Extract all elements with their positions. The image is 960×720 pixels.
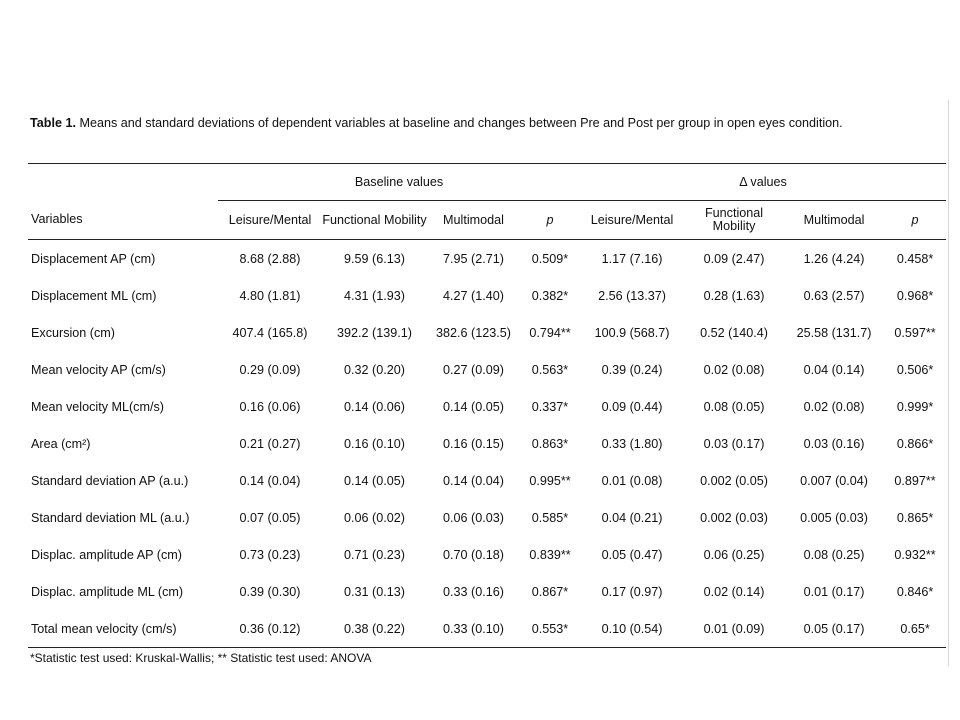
p-value-cell: 0.932** — [894, 547, 936, 562]
variable-name-cell: Displacement AP (cm) — [31, 251, 156, 266]
column-header-delta-leisure-mental: Leisure/Mental — [580, 201, 684, 240]
value-cell: 0.29 (0.09) — [239, 362, 301, 377]
value-cell: 0.39 (0.30) — [239, 584, 301, 599]
results-table — [28, 163, 946, 648]
variable-name-cell: Total mean velocity (cm/s) — [28, 610, 218, 648]
table-row — [28, 536, 946, 573]
table-row — [28, 277, 946, 314]
value-cell: 0.70 (0.18) — [443, 547, 504, 562]
value-cell: 0.01 (0.17) — [803, 584, 865, 599]
table-row — [28, 610, 946, 648]
value-cell: 0.14 (0.06) — [344, 399, 405, 414]
value-cell: 0.33 (0.16) — [443, 584, 504, 599]
value-cell: 0.06 (0.25) — [703, 547, 765, 562]
column-header-baseline-multimodal: Multimodal — [427, 201, 520, 240]
variable-name-cell: Area (cm²) — [31, 436, 91, 451]
group-header-delta: Δ values — [580, 164, 946, 201]
value-cell: 0.36 (0.12) — [218, 610, 322, 648]
value-cell: 382.6 (123.5) — [436, 325, 511, 340]
value-cell: 0.02 (0.14) — [703, 584, 765, 599]
value-cell: 0.05 (0.17) — [784, 610, 884, 648]
variable-name-cell: Mean velocity ML(cm/s) — [31, 399, 164, 414]
column-header-baseline-functional-mobility: Functional Mobility — [322, 201, 427, 240]
p-value-cell: 0.382* — [531, 288, 569, 303]
p-value-cell: 0.968* — [896, 288, 934, 303]
value-cell: 0.38 (0.22) — [322, 610, 427, 648]
variable-name-cell: Displac. amplitude ML (cm) — [31, 584, 184, 599]
table-row — [28, 573, 946, 610]
p-value-cell: 0.846* — [896, 584, 934, 599]
value-cell: 0.14 (0.05) — [344, 473, 405, 488]
value-cell: 0.73 (0.23) — [239, 547, 301, 562]
p-value-cell: 0.794** — [529, 325, 571, 340]
value-cell: 0.01 (0.08) — [601, 473, 663, 488]
p-value-cell: 0.337* — [531, 399, 569, 414]
variable-name-cell: Mean velocity AP (cm/s) — [31, 362, 166, 377]
value-cell: 1.17 (7.16) — [601, 251, 663, 266]
value-cell: 0.39 (0.24) — [601, 362, 663, 377]
value-cell: 0.01 (0.09) — [684, 610, 784, 648]
value-cell: 392.2 (139.1) — [337, 325, 412, 340]
variable-name-cell: Displac. amplitude AP (cm) — [31, 547, 182, 562]
value-cell: 0.002 (0.03) — [700, 510, 768, 525]
value-cell: 0.04 (0.14) — [803, 362, 865, 377]
p-value-cell: 0.506* — [896, 362, 934, 377]
table-row — [28, 351, 946, 388]
p-value-cell: 0.865* — [896, 510, 934, 525]
value-cell: 0.10 (0.54) — [580, 610, 684, 648]
value-cell: 4.27 (1.40) — [443, 288, 504, 303]
value-cell: 0.16 (0.06) — [239, 399, 301, 414]
value-cell: 0.28 (1.63) — [703, 288, 765, 303]
column-header-delta-multimodal: Multimodal — [784, 201, 884, 240]
value-cell: 7.95 (2.71) — [443, 251, 504, 266]
column-header-baseline-p: p — [520, 201, 580, 240]
variable-name-cell: Excursion (cm) — [31, 325, 115, 340]
value-cell: 0.02 (0.08) — [803, 399, 865, 414]
table-row — [28, 388, 946, 425]
value-cell: 4.31 (1.93) — [344, 288, 405, 303]
value-cell: 0.27 (0.09) — [443, 362, 504, 377]
column-header-delta-functional-mobility: Functional Mobility — [684, 201, 784, 240]
value-cell: 0.31 (0.13) — [344, 584, 405, 599]
p-value-cell: 0.999* — [896, 399, 934, 414]
table-row — [28, 314, 946, 351]
p-value-cell: 0.65* — [884, 610, 946, 648]
slide-right-border — [948, 100, 949, 666]
value-cell: 0.02 (0.08) — [703, 362, 765, 377]
table-caption-text: Means and standard deviations of dependent variables at baseline and changes between Pre and Post per group in open eyes condition. — [75, 116, 843, 130]
table-row — [28, 499, 946, 536]
p-value-cell: 0.995** — [529, 473, 571, 488]
value-cell: 0.05 (0.47) — [601, 547, 663, 562]
p-value-cell: 0.585* — [531, 510, 569, 525]
value-cell: 407.4 (165.8) — [232, 325, 308, 340]
variable-name-cell: Standard deviation AP (a.u.) — [31, 473, 189, 488]
variable-name-cell: Standard deviation ML (a.u.) — [31, 510, 190, 525]
table-footnote: *Statistic test used: Kruskal-Wallis; ** Statistic test used: ANOVA — [30, 651, 372, 665]
value-cell: 0.17 (0.97) — [601, 584, 663, 599]
value-cell: 1.26 (4.24) — [803, 251, 865, 266]
value-cell: 0.14 (0.04) — [239, 473, 301, 488]
table-caption-label: Table 1. — [30, 116, 76, 130]
value-cell: 2.56 (13.37) — [598, 288, 666, 303]
value-cell: 0.08 (0.05) — [703, 399, 765, 414]
p-value-cell: 0.897** — [894, 473, 936, 488]
value-cell: 8.68 (2.88) — [239, 251, 301, 266]
column-header-variables: Variables — [28, 201, 218, 240]
value-cell: 0.08 (0.25) — [803, 547, 865, 562]
group-header-row — [28, 164, 946, 201]
value-cell: 0.007 (0.04) — [800, 473, 868, 488]
table-row — [28, 462, 946, 499]
group-header-empty — [28, 164, 218, 201]
p-value-cell: 0.563* — [531, 362, 569, 377]
value-cell: 0.21 (0.27) — [239, 436, 301, 451]
p-value-cell: 0.863* — [531, 436, 569, 451]
value-cell: 0.16 (0.10) — [344, 436, 405, 451]
value-cell: 100.9 (568.7) — [594, 325, 670, 340]
value-cell: 0.33 (1.80) — [601, 436, 663, 451]
value-cell: 0.005 (0.03) — [800, 510, 868, 525]
table-row — [28, 240, 946, 278]
p-value-cell: 0.866* — [896, 436, 934, 451]
value-cell: 0.16 (0.15) — [443, 436, 504, 451]
value-cell: 4.80 (1.81) — [239, 288, 301, 303]
p-value-cell: 0.553* — [520, 610, 580, 648]
value-cell: 0.06 (0.03) — [443, 510, 504, 525]
value-cell: 0.14 (0.04) — [443, 473, 504, 488]
value-cell: 25.58 (131.7) — [796, 325, 872, 340]
value-cell: 0.002 (0.05) — [700, 473, 768, 488]
column-header-baseline-leisure-mental: Leisure/Mental — [218, 201, 322, 240]
value-cell: 0.09 (2.47) — [703, 251, 765, 266]
value-cell: 0.03 (0.16) — [803, 436, 865, 451]
value-cell: 0.33 (0.10) — [427, 610, 520, 648]
value-cell: 0.14 (0.05) — [443, 399, 504, 414]
table-caption — [30, 113, 920, 134]
value-cell: 0.07 (0.05) — [239, 510, 301, 525]
p-value-cell: 0.458* — [896, 251, 934, 266]
group-header-baseline: Baseline values — [218, 164, 580, 201]
value-cell: 0.09 (0.44) — [601, 399, 663, 414]
p-value-cell: 0.509* — [531, 251, 569, 266]
value-cell: 0.63 (2.57) — [803, 288, 865, 303]
value-cell: 0.06 (0.02) — [344, 510, 405, 525]
value-cell: 9.59 (6.13) — [344, 251, 405, 266]
value-cell: 0.03 (0.17) — [703, 436, 765, 451]
p-value-cell: 0.867* — [531, 584, 569, 599]
p-value-cell: 0.839** — [529, 547, 571, 562]
value-cell: 0.32 (0.20) — [344, 362, 405, 377]
table-body — [28, 240, 946, 648]
table-row — [28, 425, 946, 462]
variable-name-cell: Displacement ML (cm) — [31, 288, 157, 303]
column-header-row — [28, 201, 946, 240]
value-cell: 0.52 (140.4) — [700, 325, 768, 340]
value-cell: 0.71 (0.23) — [344, 547, 405, 562]
column-header-delta-p: p — [884, 201, 946, 240]
value-cell: 0.04 (0.21) — [601, 510, 663, 525]
p-value-cell: 0.597** — [894, 325, 936, 340]
